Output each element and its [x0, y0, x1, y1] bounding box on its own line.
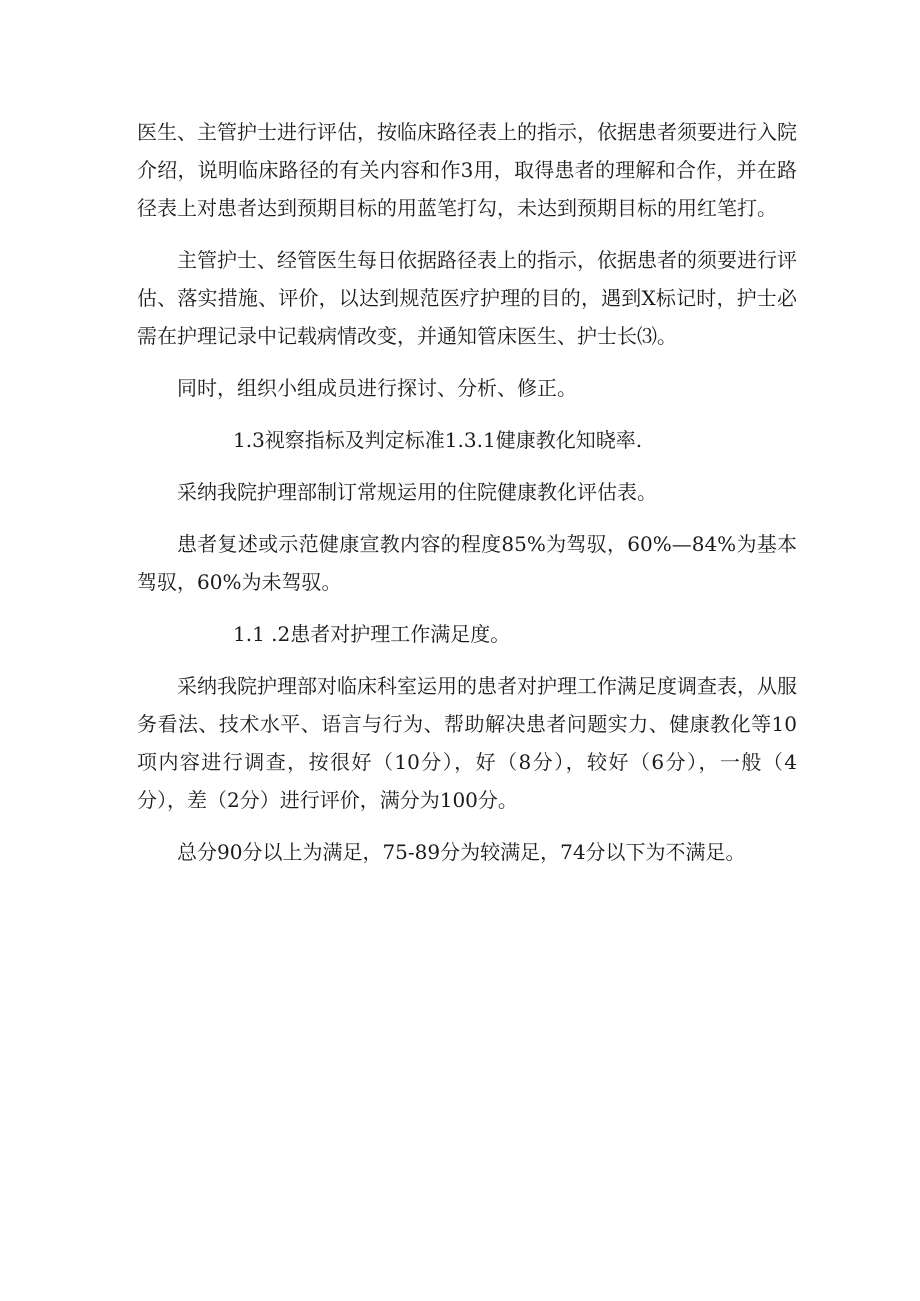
- document-body: [137, 113, 797, 885]
- paragraph-group-discussion: 同时，组织小组成员进行探讨、分析、修正。: [177, 376, 577, 400]
- paragraph-education-form: 采纳我院护理部制订常规运用的住院健康教化评估表。: [177, 480, 657, 504]
- section-heading-satisfaction: 1.1 .2患者对护理工作满足度。: [233, 622, 511, 646]
- paragraph-score-thresholds: 总分90分以上为满足，75-89分为较满足，74分以下为不满足。: [177, 840, 746, 864]
- paragraph-mastery-criteria: 患者复述或示范健康宣教内容的程度85%为驾驭，60%—84%为基本驾驭，60%为未驾驭。: [137, 532, 797, 594]
- paragraph-admission-intro: 医生、主管护士进行评估，按临床路径表上的指示，依据患者须要进行入院介绍，说明临床路径的有关内容和作3用，取得患者的理解和合作，并在路径表上对患者达到预期目标的用蓝笔打勾，未达到预期目标的用红笔打。: [137, 120, 797, 220]
- paragraph-satisfaction-survey: 采纳我院护理部对临床科室运用的患者对护理工作满足度调查表，从服务看法、技术水平、语言与行为、帮助解决患者问题实力、健康教化等10项内容进行调查，按很好（10分），好（8分），较好（6分），一般（4分），差（2分）进行评价，满分为100分。: [137, 674, 797, 812]
- section-heading-observation-indicators: 1.3视察指标及判定标准1.3.1健康教化知晓率.: [233, 428, 643, 452]
- paragraph-daily-evaluation: 主管护士、经管医生每日依据路径表上的指示，依据患者的须要进行评估、落实措施、评价，以达到规范医疗护理的目的，遇到X标记时，护士必需在护理记录中记载病情改变，并通知管床医生、护士长⑶。: [137, 248, 797, 348]
